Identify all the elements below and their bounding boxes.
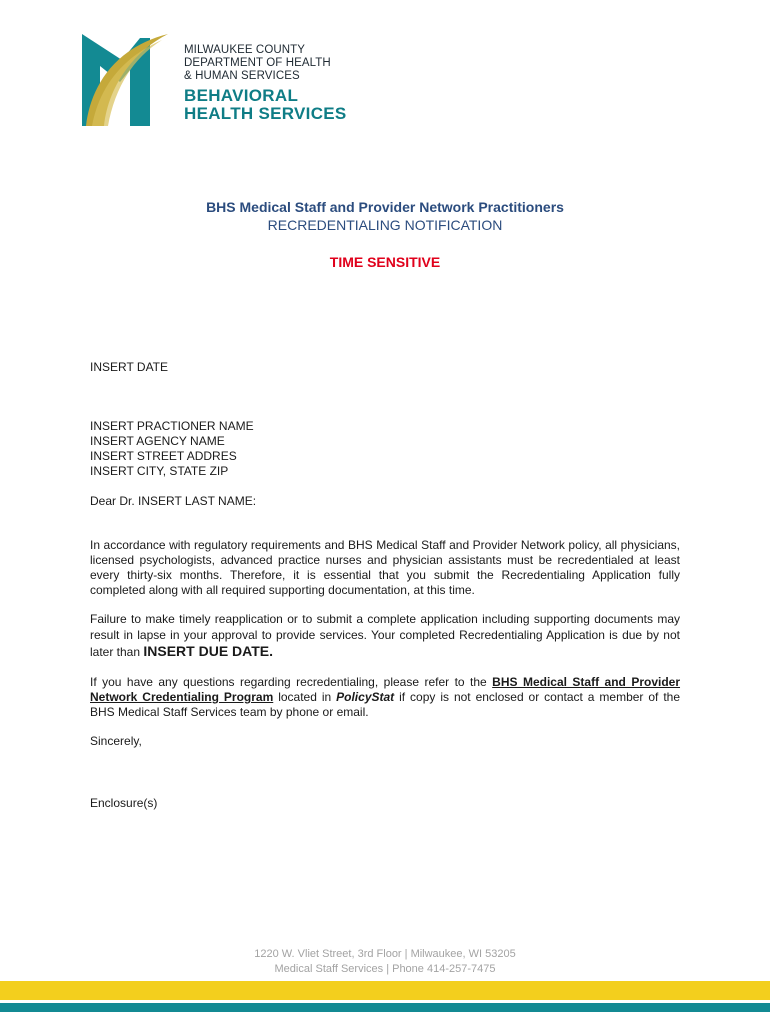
document-subtitle: RECREDENTIALING NOTIFICATION — [267, 217, 503, 233]
footer — [0, 947, 770, 977]
logo-org-line-2: DEPARTMENT OF HEALTH — [184, 57, 331, 69]
credentialing-program-link[interactable]: BHS Medical Staff and Provider Network Credentialing Program — [90, 675, 681, 704]
letter-date: INSERT DATE — [90, 360, 169, 374]
paragraph-deadline-text: Failure to make timely reapplication or to submit a complete application including supporting documents may result in lapse in your approval to provide services. Your completed Recredentialing Application is due by not later than — [90, 612, 680, 659]
logo-wordmark — [184, 44, 347, 123]
paragraph-questions — [90, 675, 680, 720]
department-logo — [82, 30, 387, 130]
paragraph-questions-post: if copy is not enclosed or contact a member of the BHS Medical Staff Services team by phone or email. — [90, 690, 681, 719]
salutation: Dear Dr. INSERT LAST NAME: — [90, 494, 257, 508]
address-city: INSERT CITY, STATE ZIP — [90, 464, 229, 478]
address-street: INSERT STREET ADDRES — [90, 449, 237, 463]
logo-m-mark-icon — [82, 30, 172, 130]
paragraph-requirements: In accordance with regulatory requirements and BHS Medical Staff and Provider Network policy, all physicians, licensed psychologists, advanced practice nurses and physician assistants must be recredentialed at least every thirty-six months. Therefore, it is essential that you submit the Recredentialing Application fully completed along with all required supporting documentation, at this time. — [90, 538, 680, 597]
closing: Sincerely, — [90, 734, 142, 748]
footer-contact: Medical Staff Services | Phone 414-257-7475 — [274, 963, 496, 975]
logo-org-line-3: & HUMAN SERVICES — [184, 70, 300, 82]
time-sensitive-notice: TIME SENSITIVE — [329, 254, 441, 270]
paragraph-deadline — [90, 611, 680, 660]
footer-address: 1220 W. Vliet Street, 3rd Floor | Milwaukee, WI 53205 — [254, 948, 516, 960]
due-date: INSERT DUE DATE. — [143, 643, 274, 659]
paragraph-questions-mid: located in — [273, 690, 337, 704]
policystat-name: PolicyStat — [336, 690, 395, 704]
paragraph-questions-pre: If you have any questions regarding recredentialing, please refer to the — [90, 675, 493, 689]
address-agency: INSERT AGENCY NAME — [90, 434, 225, 448]
document-title: BHS Medical Staff and Provider Network Practitioners — [206, 199, 564, 215]
logo-bhs-line-2: HEALTH SERVICES — [184, 104, 347, 123]
footer-teal-band — [0, 1003, 770, 1012]
address-block — [90, 419, 254, 479]
footer-gold-band — [0, 981, 770, 1000]
enclosure-note: Enclosure(s) — [90, 796, 158, 810]
logo-bhs-line-1: BEHAVIORAL — [184, 86, 299, 105]
logo-org-line-1: MILWAUKEE COUNTY — [184, 44, 306, 56]
address-name: INSERT PRACTIONER NAME — [90, 419, 254, 433]
